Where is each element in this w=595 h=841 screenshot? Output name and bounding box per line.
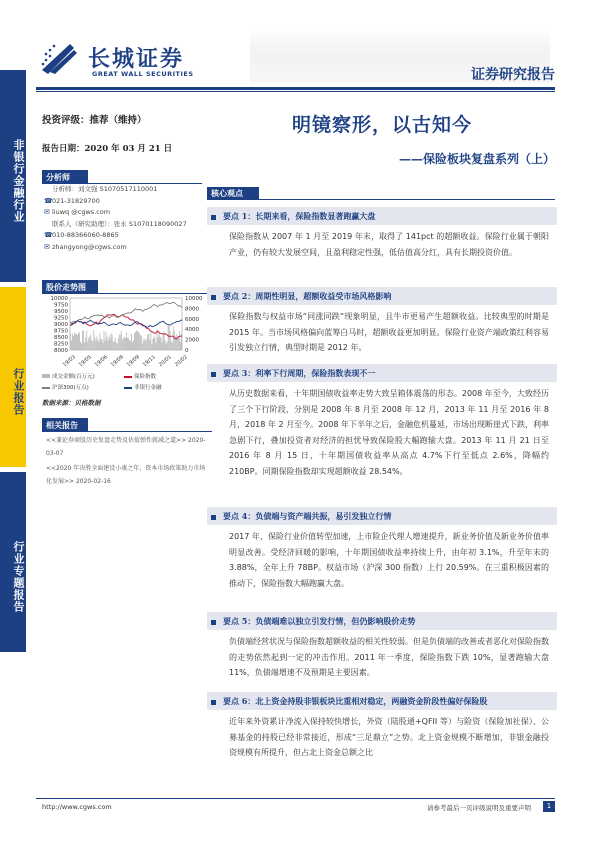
volume-bar [72, 334, 73, 350]
core-views-rule [207, 199, 555, 200]
key-point-heading: 要点 1：长期来看，保险指数显著跑赢大盘 [207, 207, 557, 225]
y-right-tick-label: 2000 [185, 337, 199, 344]
volume-bar [148, 334, 149, 350]
volume-bar [145, 341, 146, 350]
volume-bar [133, 340, 134, 350]
key-point-heading: 要点 5：负债端难以独立引发行情，但仍影响股价走势 [207, 612, 557, 630]
volume-bar [136, 330, 137, 350]
volume-bar [128, 338, 129, 350]
volume-bar [142, 344, 143, 350]
stock-chart-section [42, 280, 214, 407]
volume-bar [149, 340, 150, 350]
volume-bar [97, 339, 98, 350]
page-number: 1 [543, 801, 555, 812]
analyst-line[interactable]: ☎010-88366060-8865 [44, 230, 202, 242]
volume-bar [132, 342, 133, 350]
volume-bar [95, 341, 96, 350]
analyst-line[interactable]: ✉ zhangyong@cgws.com [44, 242, 202, 254]
y-right-tick-label: 4000 [185, 327, 199, 334]
volume-bar [71, 340, 72, 350]
mail-icon: ✉ [44, 208, 50, 216]
volume-bar [103, 343, 104, 350]
analyst-line[interactable]: ✉ liuwq @cgws.com [44, 207, 202, 219]
volume-bar [102, 339, 103, 350]
volume-bar [161, 337, 162, 350]
volume-bar [122, 339, 123, 350]
core-views-header [207, 187, 555, 200]
volume-bar [76, 334, 77, 350]
report-subtitle: ——保险板块复盘系列（上） [398, 152, 555, 166]
y-left-tick-label: 9250 [54, 315, 68, 322]
volume-bar [92, 342, 93, 350]
investment-rating: 投资评级：推荐（维持） [42, 115, 147, 126]
legend-item: 成交金额(百万元) [42, 374, 120, 381]
y-right-tick-label: 6000 [185, 316, 199, 323]
volume-bar [160, 336, 161, 350]
y-left-tick-label: 8750 [54, 328, 68, 335]
volume-bar [173, 327, 174, 350]
volume-bar [170, 331, 171, 350]
bullet-square-icon [211, 700, 216, 705]
volume-bar [155, 338, 156, 350]
volume-bar [91, 340, 92, 350]
volume-bar [83, 330, 84, 350]
volume-bar [77, 335, 78, 350]
bullet-square-icon [211, 515, 216, 520]
volume-bar [130, 341, 131, 350]
volume-bar [156, 343, 157, 350]
volume-bar [180, 342, 181, 350]
mail-icon: ✉ [44, 242, 50, 251]
left-column [42, 112, 202, 253]
y-right-tick-label: 8000 [185, 306, 199, 313]
footer-url[interactable]: http://www.cgws.com [42, 803, 112, 811]
x-tick-label: 20/01 [157, 354, 173, 369]
y-left-tick-label: 10000 [50, 296, 68, 302]
volume-bar [150, 331, 151, 350]
volume-bar [82, 331, 83, 350]
volume-bar [168, 326, 169, 350]
x-tick-label: 19/03 [61, 354, 77, 369]
key-point-body: 保险指数与权益市场“同涨同跌”现象明显，且牛市更易产生超额收益。比较典型的时期是 2015 年。当市场风格偏向蓝筹白马时，超额收益更加明显。保险行业资产端政策红利容易引发独立行情，典型时期是 2012 年。 [229, 312, 549, 353]
legend-swatch [124, 376, 132, 378]
related-report-link[interactable]: <<2020 年决胜全面建设小康之年，资本市场政策助力市场化发展>> 2020-02-16 [46, 465, 206, 485]
key-point [207, 612, 557, 681]
y-left-tick-label: 9750 [54, 302, 68, 309]
y-left-tick-label: 8500 [54, 335, 68, 341]
volume-bar [75, 334, 76, 350]
bullet-square-icon [211, 295, 216, 300]
volume-bar [85, 338, 86, 350]
phone-icon: ☎ [44, 196, 53, 205]
volume-bar [153, 336, 154, 350]
volume-bar [90, 335, 91, 350]
chart-section-title: 股价走势图 [42, 280, 98, 293]
key-point-heading: 要点 3：利率下行周期，保险指数表现不一 [207, 364, 557, 382]
key-point-body: 负债端经营状况与保险指数超额收益的相关性较弱。但是负债端的改善或者恶化对保险指数的走势依然起到一定的冲击作用。2011 年一季度，保险指数下跌 10%，显著跑输大盘 11%，负债端增速不及预期是主要因素。 [229, 637, 549, 678]
volume-bar [165, 340, 166, 350]
volume-bar [121, 331, 122, 350]
legend-item: 保险指数 [124, 374, 202, 381]
header-divider [36, 87, 555, 90]
volume-bar [178, 337, 179, 350]
volume-bar [176, 334, 177, 350]
volume-bar [105, 341, 106, 350]
volume-bar [112, 335, 113, 350]
analyst-list [42, 184, 202, 253]
legend-item: 非银行金融 [124, 385, 202, 392]
volume-bar [74, 332, 75, 350]
key-point-body: 2017 年，保险行业价值转型加速，上市险企代理人增速提升，新业务价值及新业务价值率明显改善。受经济回暖的影响，十年期国债收益率持续上升，由年初 3.1%，升至年末的 3.88%，全年上升 78BP。权益市场（沪深 300 指数）上行 20.59%。在三重积极因素的推动下，保险指数大幅跑赢大盘。 [229, 532, 549, 588]
volume-bar [125, 338, 126, 350]
volume-bar [86, 331, 87, 350]
volume-bar [84, 342, 85, 350]
volume-bar [162, 342, 163, 350]
sidebar-category-special-report: 行业专题报告 [0, 472, 26, 652]
core-views-label: 核心观点 [207, 187, 259, 200]
volume-bar [151, 344, 152, 350]
analyst-line: 联系人（研究助理）：张永 S1070118090027 [52, 219, 187, 228]
x-tick-label: 19/05 [77, 354, 93, 369]
volume-bar [79, 332, 80, 350]
chart-legend [42, 374, 214, 392]
y-left-tick-label: 9000 [54, 322, 68, 328]
analyst-line: 分析师：刘文强 S1070517110001 [52, 185, 158, 193]
logo-icon [40, 40, 80, 76]
volume-bar [115, 338, 116, 350]
volume-bar [81, 343, 82, 350]
footer-disclaimer: 请参考最后一页评级说明及重要声明 [427, 804, 531, 812]
y-right-tick-label: 0 [185, 348, 189, 354]
volume-bar [123, 338, 124, 350]
volume-bar [143, 339, 144, 350]
volume-bar [111, 333, 112, 350]
volume-bar [147, 334, 148, 350]
key-point-body: 保险指数从 2007 年 1 月至 2019 年末，取得了 141pct 的超额收益。保险行业属于朝阳产业，仍有较大发展空间，且盈利稳定性强，低估值高分红，具有长期投资价值。 [229, 232, 549, 257]
y-left-tick-label: 8000 [54, 348, 68, 354]
analyst-section-title: 分析师 [42, 170, 88, 183]
volume-bar [127, 338, 128, 350]
x-tick-label: 19/11 [141, 354, 157, 369]
volume-bar [157, 330, 158, 350]
report-title: 明镜察形，以古知今 [292, 114, 473, 136]
volume-bar [131, 334, 132, 350]
legend-swatch [42, 374, 50, 378]
volume-bar [87, 341, 88, 350]
volume-bar [144, 339, 145, 350]
volume-bar [172, 343, 173, 350]
sidebar-category-nonbank: 非银行金融行业 [0, 70, 26, 282]
volume-bar [78, 333, 79, 350]
volume-bar [179, 331, 180, 350]
sidebar-category-industry-report: 行业报告 [0, 287, 26, 467]
volume-bar [169, 324, 170, 350]
volume-bar [80, 342, 81, 350]
report-date: 报告日期：2020 年 03 月 21 日 [42, 144, 173, 154]
volume-bar [96, 336, 97, 350]
key-point-heading: 要点 6：北上资金持股非银板块比重相对稳定，两融资金阶段性偏好保险股 [207, 692, 557, 710]
legend-swatch [124, 387, 132, 389]
bullet-square-icon [211, 372, 216, 377]
key-point [207, 364, 557, 480]
key-point-body: 从历史数据来看，十年期国债收益率走势大致呈箱体震荡的形态。2008 年至今，大致经历了三个下行阶段，分别是 2008 年 8 月至 2008 年 12 月，2013 年 11 月至 2016 年 8 月，2018 年 2 月至今。2008 年下半年之后，金融危机蔓延，市场出现断崖式下跌，利率急剧下行，叠加投资者对经济的担忧导致保险股大幅跑输大盘。2013 年 11 月 21 日至 2016 年 8 月 15 日，十年期国债收益率从高点 4.7%下行至低点 2.6%，降幅约 210BP。同期保险指数却实现超额收益 28.54%。 [229, 389, 549, 476]
x-tick-label: 19/08 [109, 354, 125, 369]
volume-bar [116, 343, 117, 350]
volume-bar [140, 335, 141, 350]
stock-price-chart [42, 294, 214, 370]
volume-bar [99, 342, 100, 350]
volume-bar [159, 332, 160, 350]
volume-bar [137, 331, 138, 350]
volume-bar [109, 336, 110, 350]
volume-bar [163, 333, 164, 350]
volume-bar [73, 336, 74, 350]
analyst-line[interactable]: ☎021-31829700 [44, 196, 202, 208]
volume-bar [113, 342, 114, 350]
bullet-square-icon [211, 215, 216, 220]
related-report-link[interactable]: <<兼论券商股历史复盘走势及估值弹性就减之道>> 2020-03-07 [46, 437, 206, 457]
volume-bar [100, 333, 101, 350]
logo-text-cn: 长城证券 [88, 46, 185, 72]
volume-bar [138, 332, 139, 350]
legend-item: 沪深300(万点) [42, 385, 120, 392]
related-section-title: 相关报告 [42, 418, 88, 431]
key-point [207, 207, 557, 260]
x-tick-label: 19/06 [93, 354, 109, 369]
hs300-line [70, 302, 182, 322]
y-left-tick-label: 8250 [54, 341, 68, 348]
volume-bar [171, 341, 172, 350]
volume-bar [134, 333, 135, 350]
volume-bar [108, 341, 109, 350]
volume-bar [135, 332, 136, 350]
volume-bar [129, 340, 130, 350]
volume-bar [177, 339, 178, 350]
volume-bar [89, 336, 90, 350]
key-point [207, 507, 557, 591]
y-left-tick-label: 9500 [54, 309, 68, 315]
volume-bar [119, 334, 120, 350]
volume-bar [70, 333, 71, 350]
volume-bar [158, 338, 159, 350]
report-type: 证券研究报告 [471, 67, 555, 83]
volume-bar [139, 334, 140, 350]
x-tick-label: 20/02 [173, 354, 189, 369]
volume-bar [174, 330, 175, 350]
volume-bar [94, 338, 95, 350]
volume-bar [93, 330, 94, 350]
x-tick-label: 19/09 [125, 354, 141, 369]
bullet-square-icon [211, 620, 216, 625]
volume-bar [146, 338, 147, 350]
analyst-section [42, 170, 202, 253]
volume-bar [152, 339, 153, 350]
volume-bar [88, 338, 89, 350]
volume-bar [141, 336, 142, 350]
volume-bar [166, 344, 167, 350]
volume-bar [110, 338, 111, 350]
volume-bar [101, 339, 102, 350]
key-point [207, 692, 557, 762]
key-point-body: 近年来外资累计净流入保持较快增长，外资（陆股通+QFII 等）与险资（保险加社保）、公募基金的持股已经非常接近，形成“三足鼎立”之势。北上资金规模不断增加，非银金融投资规模有所提升，但占北上资金总额之比 [229, 717, 549, 758]
key-point-heading: 要点 4：负债端与资产端共振，易引发独立行情 [207, 507, 557, 525]
volume-bar [181, 334, 182, 350]
key-point-heading: 要点 2：周期性明显，超额收益受市场风格影响 [207, 287, 557, 305]
volume-bar [126, 332, 127, 350]
logo-text-en: GREAT WALL SECURITIES [92, 70, 194, 78]
legend-swatch [42, 387, 50, 389]
volume-bar [106, 332, 107, 350]
volume-bar [120, 335, 121, 350]
footer-divider [36, 798, 555, 799]
volume-bar [107, 337, 108, 350]
volume-bar [104, 331, 105, 350]
volume-bar [117, 343, 118, 350]
y-right-tick-label: 10000 [185, 296, 203, 302]
phone-icon: ☎ [44, 231, 53, 239]
volume-bar [114, 341, 115, 350]
volume-bar [118, 338, 119, 350]
key-point [207, 287, 557, 356]
chart-source: 数据来源：贝格数据 [42, 399, 101, 407]
related-reports-section [42, 418, 212, 488]
volume-bar [167, 342, 168, 350]
volume-bar [124, 337, 125, 350]
header-divider-thin [36, 91, 555, 92]
